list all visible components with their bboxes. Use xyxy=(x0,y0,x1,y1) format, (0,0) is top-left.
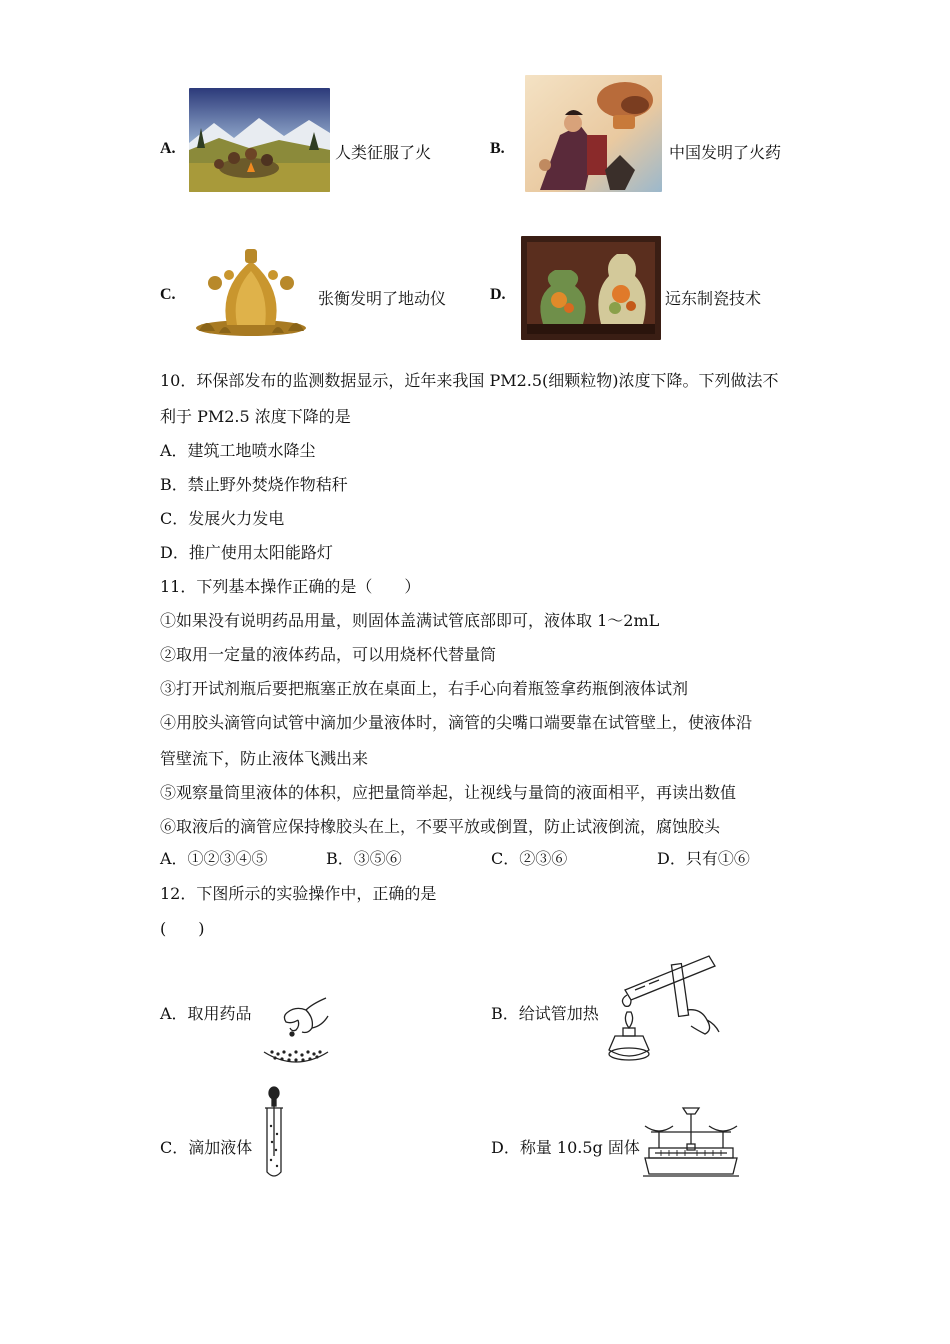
option-letter: C. xyxy=(160,286,176,303)
question-stem: 11．下列基本操作正确的是（ ） xyxy=(160,577,421,596)
option-caption: 张衡发明了地动仪 xyxy=(318,289,447,308)
question-stem-continued: 利于 PM2.5 浓度下降的是 xyxy=(160,407,351,426)
option-letter: D. xyxy=(490,286,506,303)
option-b[interactable]: B．禁止野外焚烧作物秸秆 xyxy=(160,475,348,494)
option-label: C．滴加液体 xyxy=(160,1138,253,1157)
statement-3: ③打开试剂瓶后要把瓶塞正放在桌面上，右手心向着瓶签拿药瓶倒液体试剂 xyxy=(160,679,689,698)
option-c[interactable]: C．发展火力发电 xyxy=(160,509,285,528)
statement-1: ①如果没有说明药品用量，则固体盖满试管底部即可，液体取 1～2mL xyxy=(160,611,660,630)
gunpowder-painting-image xyxy=(525,75,662,192)
option-label: D．称量 10.5g 固体 xyxy=(491,1138,640,1157)
option-d[interactable]: D．推广使用太阳能路灯 xyxy=(160,543,333,562)
porcelain-vases-image xyxy=(521,236,661,340)
dropper-in-test-tube-icon xyxy=(262,1086,286,1180)
option-label: A．取用药品 xyxy=(160,1004,252,1023)
statement-5: ⑤观察量筒里液体的体积，应把量筒举起，让视线与量筒的液面相平，再读出数值 xyxy=(160,783,737,802)
option-caption: 远东制瓷技术 xyxy=(665,289,762,308)
option-caption: 中国发明了火药 xyxy=(669,143,782,162)
option-a[interactable]: A．建筑工地喷水降尘 xyxy=(160,441,316,460)
statement-4: ④用胶头滴管向试管中滴加少量液体时，滴管的尖嘴口端要靠在试管壁上，使液体沿 xyxy=(160,713,753,732)
seismograph-image xyxy=(189,243,314,340)
statement-2: ②取用一定量的液体药品，可以用烧杯代替量筒 xyxy=(160,645,497,664)
answer-parenthesis: ( ) xyxy=(160,919,205,938)
hand-pinching-powder-icon xyxy=(262,994,332,1068)
question-stem: 12．下图所示的实验操作中，正确的是 xyxy=(160,884,437,903)
choice-b[interactable]: B．③⑤⑥ xyxy=(326,849,402,868)
question-stem: 10．环保部发布的监测数据显示，近年来我国 PM2.5(细颗粒物)浓度下降。下列做法不 xyxy=(160,371,779,390)
choice-c[interactable]: C．②③⑥ xyxy=(491,849,568,868)
option-label: B．给试管加热 xyxy=(491,1004,599,1023)
statement-4-continued: 管壁流下，防止液体飞溅出来 xyxy=(160,749,369,768)
balance-scale-icon xyxy=(641,1104,741,1182)
choice-a[interactable]: A．①②③④⑤ xyxy=(160,849,268,868)
heating-test-tube-icon xyxy=(605,950,735,1066)
cavemen-fire-image xyxy=(189,88,330,192)
option-letter: B. xyxy=(490,140,505,157)
statement-6: ⑥取液后的滴管应保持橡胶头在上，不要平放或倒置，防止试液倒流，腐蚀胶头 xyxy=(160,817,721,836)
option-caption: 人类征服了火 xyxy=(335,143,432,162)
option-letter: A. xyxy=(160,140,176,157)
choice-d[interactable]: D．只有①⑥ xyxy=(657,849,750,868)
